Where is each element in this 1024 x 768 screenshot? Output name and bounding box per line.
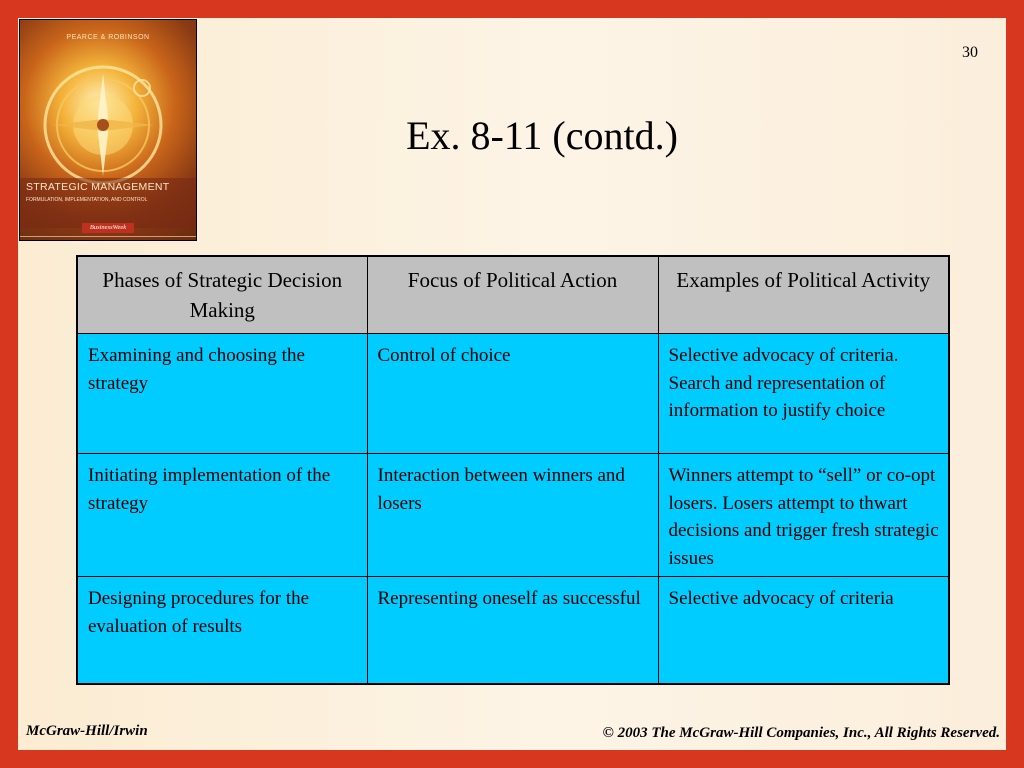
header-examples: Examples of Political Activity <box>658 256 949 334</box>
footer-publisher: McGraw-Hill/Irwin <box>26 723 148 739</box>
page-number: 30 <box>962 44 978 61</box>
cover-divider <box>20 236 196 237</box>
table-cell: Initiating implementation of the strategy <box>77 454 367 577</box>
book-cover-image <box>19 19 197 241</box>
footer-copyright: © 2003 The McGraw-Hill Companies, Inc., All Rights Reserved. <box>602 725 1000 741</box>
header-focus: Focus of Political Action <box>367 256 658 334</box>
businessweek-logo: BusinessWeek <box>82 223 134 233</box>
compass-icon <box>38 60 168 190</box>
table-row <box>77 454 949 577</box>
table-cell: Examining and choosing the strategy <box>77 334 367 454</box>
cover-publisher: PEARCE & ROBINSON <box>66 34 150 41</box>
political-activity-table <box>76 255 950 685</box>
table-cell: Control of choice <box>367 334 658 454</box>
table-cell: Winners attempt to “sell” or co-opt losers. Losers attempt to thwart decisions and trigger fresh strategic issues <box>658 454 949 577</box>
slide-title: Ex. 8-11 (contd.) <box>406 113 678 158</box>
table-cell: Selective advocacy of criteria <box>658 577 949 685</box>
table-row <box>77 334 949 454</box>
table-cell: Selective advocacy of criteria. Search and representation of information to justify choice <box>658 334 949 454</box>
cover-subtitle: FORMULATION, IMPLEMENTATION, AND CONTROL <box>26 197 148 203</box>
header-phases: Phases of Strategic Decision Making <box>77 256 367 334</box>
table-cell: Designing procedures for the evaluation of results <box>77 577 367 685</box>
cover-title: STRATEGIC MANAGEMENT <box>26 181 170 193</box>
table-cell: Representing oneself as successful <box>367 577 658 685</box>
table-row <box>77 577 949 685</box>
table-header-row <box>77 256 949 334</box>
table-cell: Interaction between winners and losers <box>367 454 658 577</box>
